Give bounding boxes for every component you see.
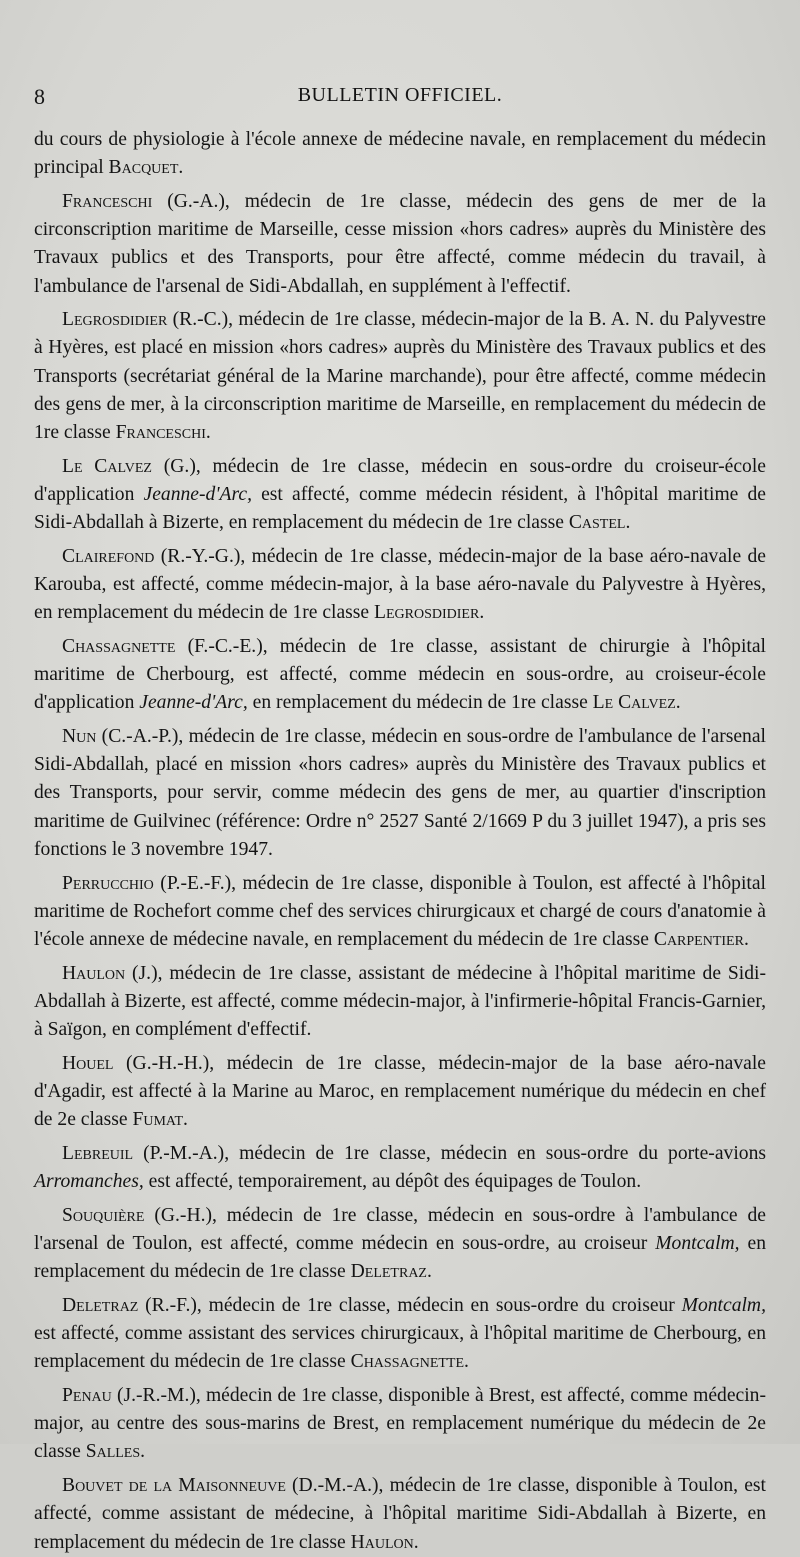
appointment-entry: Houel (G.-H.-H.), médecin de 1re classe, médecin-major de la base aéro-navale d'Agadir, est affecté à la Marine au Maroc, en remplacement numérique du médecin en chef de 2e classe Fumat. bbox=[34, 1052, 766, 1131]
ship-name: Montcalm, bbox=[681, 1294, 766, 1316]
officer-name: Castel bbox=[568, 512, 626, 534]
journal-title: BULLETIN OFFICIEL. bbox=[297, 84, 503, 106]
ship-name: Jeanne-d'Arc, bbox=[143, 483, 252, 505]
appointment-entry: Le Calvez (G.), médecin de 1re classe, médecin en sous-ordre du croiseur-école d'application Jeanne-d'Arc, est affecté, comme médecin résident, à l'hôpital maritime de Sidi-Abdallah à Bizerte, en remplacement du médecin de 1re classe Castel. bbox=[34, 455, 767, 534]
officer-name: Chassagnette bbox=[350, 1351, 465, 1373]
appointment-entry: Franceschi (G.-A.), médecin de 1re classe, médecin des gens de mer de la circonscription maritime de Marseille, cesse mission «hors cadres» auprès du Ministère des Travaux publics et des Transports, pour être affecté, comme médecin du travail, à l'ambulance de l'arsenal de Sidi-Abdallah, en supplément à l'effectif. bbox=[34, 190, 766, 297]
appointment-entry: Bouvet de la Maisonneuve (D.-M.-A.), médecin de 1re classe, disponible à Toulon, est affecté, comme assistant de médecine, à l'hôpital maritime Sidi-Abdallah à Bizerte, en remplacement du médecin de 1re classe Haulon. bbox=[34, 1475, 766, 1553]
officer-name: Legrosdidier bbox=[374, 602, 480, 624]
officer-name: Nun bbox=[62, 726, 97, 748]
officer-name: Franceschi bbox=[62, 190, 153, 212]
officer-name: Penau bbox=[62, 1385, 112, 1407]
officer-name: Deletraz bbox=[62, 1294, 139, 1316]
appointment-entry: Perrucchio (P.-E.-F.), médecin de 1re classe, disponible à Toulon, est affecté à l'hôpital maritime de Rochefort comme chef des services chirurgicaux et chargé de cours d'anatomie à l'école annexe de médecine navale, en remplacement du médecin de 1re classe Carpentier. bbox=[34, 872, 766, 950]
officer-name: Houel bbox=[62, 1052, 114, 1074]
appointment-entry: Haulon (J.), médecin de 1re classe, assistant de médecine à l'hôpital maritime de Sidi-Abdallah à Bizerte, est affecté, comme médecin-major, à l'infirmerie-hôpital Francis-Garnier, à Saïgon, en complément d'effectif. bbox=[34, 962, 766, 1041]
officer-name: Bacquet bbox=[108, 157, 179, 179]
appointment-entry: Deletraz (R.-F.), médecin de 1re classe, médecin en sous-ordre du croiseur Montcalm, est affecté, comme assistant des services chirurgicaux, à l'hôpital maritime de Cherbourg, en remplacement du médecin de 1re classe Chassagnette. bbox=[34, 1294, 766, 1373]
officer-name: Haulon bbox=[62, 962, 126, 984]
officer-name: Haulon bbox=[350, 1531, 414, 1553]
officer-name: Bouvet de la Maisonneuve bbox=[62, 1475, 286, 1497]
officer-name: Le Calvez bbox=[592, 692, 676, 714]
officer-name: Salles bbox=[85, 1441, 141, 1463]
officer-name: Fumat bbox=[132, 1109, 184, 1131]
officer-name: Franceschi bbox=[115, 422, 206, 444]
appointment-entry: Chassagnette (F.-C.-E.), médecin de 1re classe, assistant de chirurgie à l'hôpital maritime de Cherbourg, est affecté, comme médecin en sous-ordre, au croiseur-école d'application Jeanne-d'Arc, en remplacement du médecin de 1re classe Le Calvez. bbox=[34, 635, 766, 714]
appointment-entry: Penau (J.-R.-M.), médecin de 1re classe, disponible à Brest, est affecté, comme médecin-major, au centre des sous-marins de Brest, en remplacement numérique du médecin de 2e classe Salles. bbox=[34, 1385, 766, 1463]
appointment-entry: Clairefond (R.-Y.-G.), médecin de 1re classe, médecin-major de la base aéro-navale de Karouba, est affecté, comme médecin-major, à la base aéro-navale du Palyvestre à Hyères, en remplacement du médecin de 1re classe Legrosdidier. bbox=[34, 545, 766, 624]
ship-name: Jeanne-d'Arc, bbox=[139, 692, 248, 714]
appointment-entry: Souquière (G.-H.), médecin de 1re classe, médecin en sous-ordre à l'ambulance de l'arsenal de Toulon, est affecté, comme médecin en sous-ordre, au croiseur Montcalm, en remplacement du médecin de 1re classe Deletraz. bbox=[34, 1204, 766, 1283]
entries-list bbox=[34, 126, 766, 1557]
appointment-entry: Nun (C.-A.-P.), médecin de 1re classe, médecin en sous-ordre de l'ambulance de l'arsenal Sidi-Abdallah, placé en mission «hors cadres» auprès du Ministère des Travaux publics et des Transports, pour servir, comme médecin des gens de mer, au quartier d'inscription maritime de Guilvinec (référence: Ordre n° 2527 Santé 2/1669 P du 3 juillet 1947), a pris ses fonctions le 3 novembre 1947. bbox=[34, 726, 766, 860]
page-number: 8 bbox=[34, 84, 45, 109]
officer-name: Chassagnette bbox=[62, 635, 176, 657]
officer-name: Souquière bbox=[62, 1204, 145, 1226]
officer-name: Legrosdidier bbox=[62, 309, 168, 331]
officer-name: Lebreuil bbox=[62, 1142, 134, 1164]
appointment-entry: Lebreuil (P.-M.-A.), médecin de 1re classe, médecin en sous-ordre du porte-avions Arromanches, est affecté, temporairement, au dépôt des équipages de Toulon. bbox=[34, 1142, 766, 1193]
ship-name: Arromanches, bbox=[34, 1171, 144, 1193]
running-head bbox=[34, 84, 766, 116]
appointment-entry: Legrosdidier (R.-C.), médecin de 1re classe, médecin-major de la B. A. N. du Palyvestre à Hyères, est placé en mission «hors cadres» auprès du Ministère des Travaux publics et des Transports (secrétariat général de la Marine marchande), pour être affecté, comme médecin des gens de mer, à la circonscription maritime de Marseille, en remplacement du médecin de 1re classe Franceschi. bbox=[34, 309, 766, 444]
officer-name: Carpentier bbox=[653, 928, 744, 950]
paragraph-continuation: du cours de physiologie à l'école annexe de médecine navale, en remplacement du médecin principal Bacquet. bbox=[34, 129, 766, 179]
officer-name: Deletraz bbox=[350, 1261, 427, 1283]
officer-name: Clairefond bbox=[62, 545, 155, 567]
ship-name: Montcalm, bbox=[655, 1233, 740, 1255]
officer-name: Le Calvez bbox=[62, 455, 152, 477]
officer-name: Perrucchio bbox=[62, 872, 154, 894]
